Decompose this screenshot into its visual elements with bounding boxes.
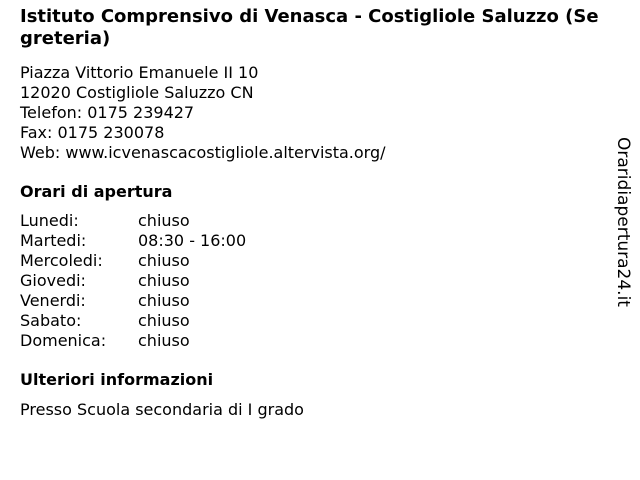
hours-row-saturday: [20, 311, 246, 331]
day-label: Lunedi:: [20, 211, 79, 230]
day-label: Martedi:: [20, 231, 87, 250]
school-info-card: [20, 6, 600, 420]
day-hours: chiuso: [138, 271, 190, 290]
website-link[interactable]: Web: www.icvenascacostigliole.altervista.org/: [20, 143, 386, 162]
opening-hours-heading: Orari di apertura: [20, 182, 173, 201]
hours-row-thursday: [20, 271, 246, 291]
page-title: Istituto Comprensivo di Venasca - Costigliole Saluzzo (Segreteria): [20, 6, 599, 49]
phone-number: Telefon: 0175 239427: [20, 103, 195, 122]
hours-row-monday: [20, 211, 246, 231]
day-hours: 08:30 - 16:00: [138, 231, 247, 250]
site-watermark: Oraridiapertura24.it: [613, 137, 633, 307]
fax-number: Fax: 0175 230078: [20, 123, 165, 142]
address-street: Piazza Vittorio Emanuele II 10: [20, 63, 259, 82]
hours-row-friday: [20, 291, 246, 311]
day-label: Sabato:: [20, 311, 82, 330]
additional-info-text: Presso Scuola secondaria di I grado: [20, 400, 304, 419]
additional-info-heading: Ulteriori informazioni: [20, 370, 214, 389]
address-block: [20, 63, 600, 163]
day-hours: chiuso: [138, 311, 190, 330]
day-hours: chiuso: [138, 291, 190, 310]
day-label: Mercoledi:: [20, 251, 103, 270]
hours-row-tuesday: [20, 231, 246, 251]
address-city: 12020 Costigliole Saluzzo CN: [20, 83, 254, 102]
day-hours: chiuso: [138, 211, 190, 230]
day-hours: chiuso: [138, 331, 190, 350]
day-label: Venerdi:: [20, 291, 86, 310]
day-hours: chiuso: [138, 251, 190, 270]
hours-row-sunday: [20, 331, 246, 351]
hours-row-wednesday: [20, 251, 246, 271]
day-label: Domenica:: [20, 331, 107, 350]
opening-hours-table: [20, 211, 246, 351]
day-label: Giovedi:: [20, 271, 86, 290]
